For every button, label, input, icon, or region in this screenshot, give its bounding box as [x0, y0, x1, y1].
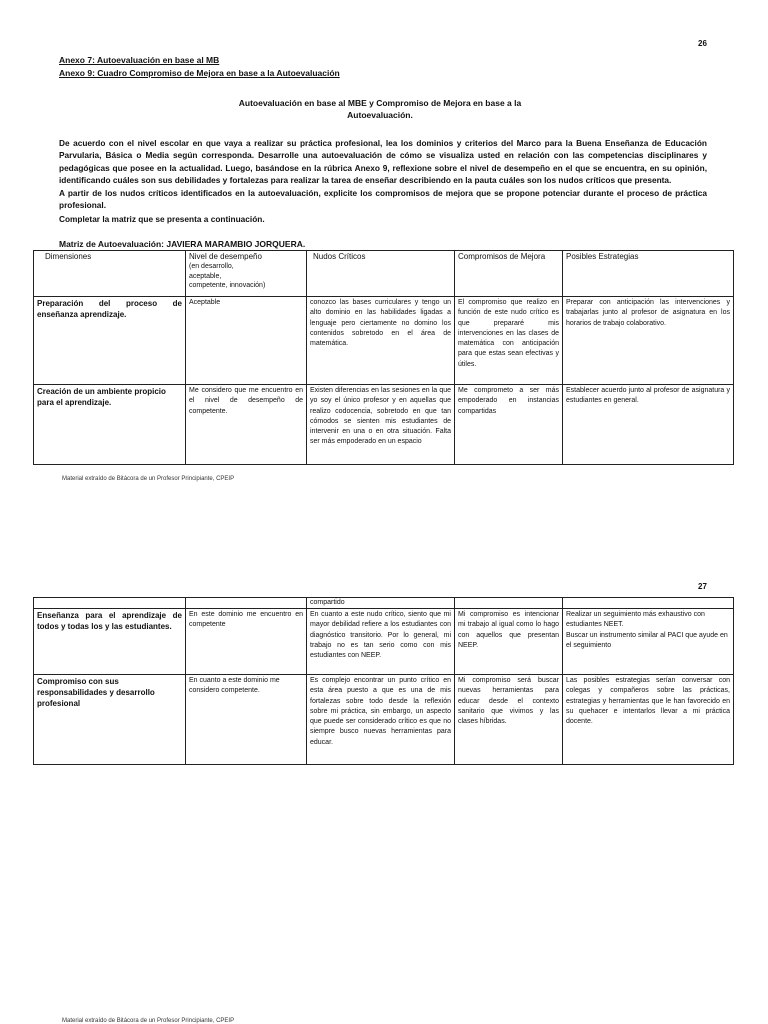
- empty-cell: [455, 598, 563, 609]
- instructions-paragraph-3: Completar la matriz que se presenta a continuación.: [59, 214, 265, 225]
- empty-cell: [34, 598, 186, 609]
- header-estrategias: Posibles Estrategias: [563, 251, 734, 297]
- table-row: [34, 598, 734, 609]
- header-nivel-sub-3: competente, innovación): [189, 282, 266, 289]
- header-nivel: Nivel de desempeño (en desarrollo, aceptable, competente, innovación): [186, 251, 307, 297]
- table-row: [34, 609, 734, 675]
- self-evaluation-table: [33, 250, 734, 465]
- page-number: 27: [698, 582, 707, 591]
- nudos-continuation-cell: compartido: [307, 598, 455, 609]
- instructions-paragraph-1: De acuerdo con el nivel escolar en que vaya a realizar su práctica profesional, lea los dominios y criterios del Marco para la Buena Enseñanza de Educación Parvularia, Básica o Media según corresponda. Desarrolle una autoevaluación de cómo se visualiza usted en relación con las competencias disciplinares y pedagógicas que posee en la actualidad. Luego, basándose en la rúbrica Anexo 9, reflexione sobre el nivel de desempeño en el que se encuentra, en su opinión, identificando cuáles son sus debilidades y fortalezas para realizar la tarea de enseñar describiendo en la pauta cuáles son los nudos críticos que presenta.: [59, 138, 707, 186]
- estrategias-cell: [563, 609, 734, 675]
- header-nudos: Nudos Críticos: [307, 251, 455, 297]
- table-header-row: [34, 251, 734, 297]
- nivel-cell: Me considero que me encuentro en el nivel de desempeño de competente.: [186, 385, 307, 465]
- estrategias-cell: Establecer acuerdo junto al profesor de asignatura y estudiantes en general.: [563, 385, 734, 465]
- dimension-cell: Enseñanza para el aprendizaje de todos y todas los y las estudiantes.: [34, 609, 186, 675]
- header-compromisos: Compromisos de Mejora: [455, 251, 563, 297]
- matrix-title: Matriz de Autoevaluación: JAVIERA MARAMBIO JORQUERA.: [59, 239, 306, 249]
- compromisos-cell: Me comprometo a ser más empoderado en instancias compartidas: [455, 385, 563, 465]
- anexo-7-heading: Anexo 7: Autoevaluación en base al MB: [59, 55, 220, 65]
- dimension-cell: Compromiso con sus responsabilidades y desarrollo profesional: [34, 675, 186, 765]
- page-number: 26: [698, 39, 707, 48]
- footnote: Material extraído de Bitácora de un Profesor Principiante, CPEIP: [62, 476, 235, 482]
- nudos-cell: En cuanto a este nudo crítico, siento que mi mayor debilidad refiere a los estudiantes con diagnóstico transitorio. Por lo general, mi trabajo no es tan serio como con mis estudiantes con NEEP.: [307, 609, 455, 675]
- compromisos-cell: Mi compromiso es intencionar mi trabajo al igual como lo hago con aquellos que presentan NEEP.: [455, 609, 563, 675]
- instructions-paragraph-2: A partir de los nudos críticos identificados en la autoevaluación, explicite los compromisos de mejora que se propone potenciar durante el proceso de práctica profesional.: [59, 187, 707, 211]
- estrategias-cell: Preparar con anticipación las intervenciones y trabajarlas junto al profesor de asignatura en los horarios de trabajo colaborativo.: [563, 297, 734, 385]
- empty-cell: [186, 598, 307, 609]
- dimension-cell: Creación de un ambiente propicio para el aprendizaje.: [34, 385, 186, 465]
- self-evaluation-table-continued: [33, 597, 734, 765]
- footnote: Material extraído de Bitácora de un Profesor Principiante, CPEIP: [62, 1018, 235, 1024]
- nudos-cell: Existen diferencias en las sesiones en la que yo soy el único profesor y en aquellas que realizo codocencia, sobretodo en que tan cómodos se sienten mis estudiantes de intervenir en una o en otra situación. Falta ser más empoderado en un espacio: [307, 385, 455, 465]
- nudos-cell: Es complejo encontrar un punto crítico en esta área puesto a que es una de mis fortalezas sobre todo desde la reflexión sobre mi práctica, sin embargo, un aspecto que puede ser considerado crítico es que no siempre busco nuevas herramientas para educar.: [307, 675, 455, 765]
- document-title-line-2: Autoevaluación.: [347, 110, 413, 120]
- estrategias-cell: Las posibles estrategias serían conversar con colegas y compañeros sobre las prácticas, estrategias y herramientas que le han favorecido en su quehacer e intentarlos llevar a mi práctica docente.: [563, 675, 734, 765]
- nivel-cell: Aceptable: [186, 297, 307, 385]
- instructions: [59, 137, 707, 226]
- header-dimensiones: Dimensiones: [34, 251, 186, 297]
- dimension-cell: Preparación del proceso de enseñanza aprendizaje.: [34, 297, 186, 385]
- table-row: [34, 297, 734, 385]
- nivel-cell: En este dominio me encuentro en competente: [186, 609, 307, 675]
- empty-cell: [563, 598, 734, 609]
- compromisos-cell: El compromiso que realizo en función de este nudo crítico es que prepararé mis intervenciones en las clases de matemática con anticipación para que estas sean efectivas y útiles.: [455, 297, 563, 385]
- header-nivel-sub-1: (en desarrollo,: [189, 263, 234, 270]
- compromisos-cell: Mi compromiso será buscar nuevas herramientas para educar desde el contexto sanitario que vivimos y las clases híbridas.: [455, 675, 563, 765]
- estrategias-line-2: Buscar un instrumento similar al PACI que ayude en el seguimiento: [566, 631, 728, 649]
- table-row: [34, 675, 734, 765]
- anexo-9-heading: Anexo 9: Cuadro Compromiso de Mejora en base a la Autoevaluación: [59, 68, 340, 78]
- document-title: [200, 97, 560, 121]
- nudos-cell: conozco las bases curriculares y tengo un alto dominio en las habilidades ligadas a lenguaje pero ciertamente no domino los contenidos sobretodo en el área de matemática.: [307, 297, 455, 385]
- table-row: [34, 385, 734, 465]
- estrategias-line-1: Realizar un seguimiento más exhaustivo con estudiantes NEET.: [566, 611, 705, 629]
- header-nivel-sub-2: aceptable,: [189, 272, 222, 280]
- nivel-cell: En cuanto a este dominio me considero competente.: [186, 675, 307, 765]
- document-title-line-1: Autoevaluación en base al MBE y Compromiso de Mejora en base a la: [238, 98, 522, 108]
